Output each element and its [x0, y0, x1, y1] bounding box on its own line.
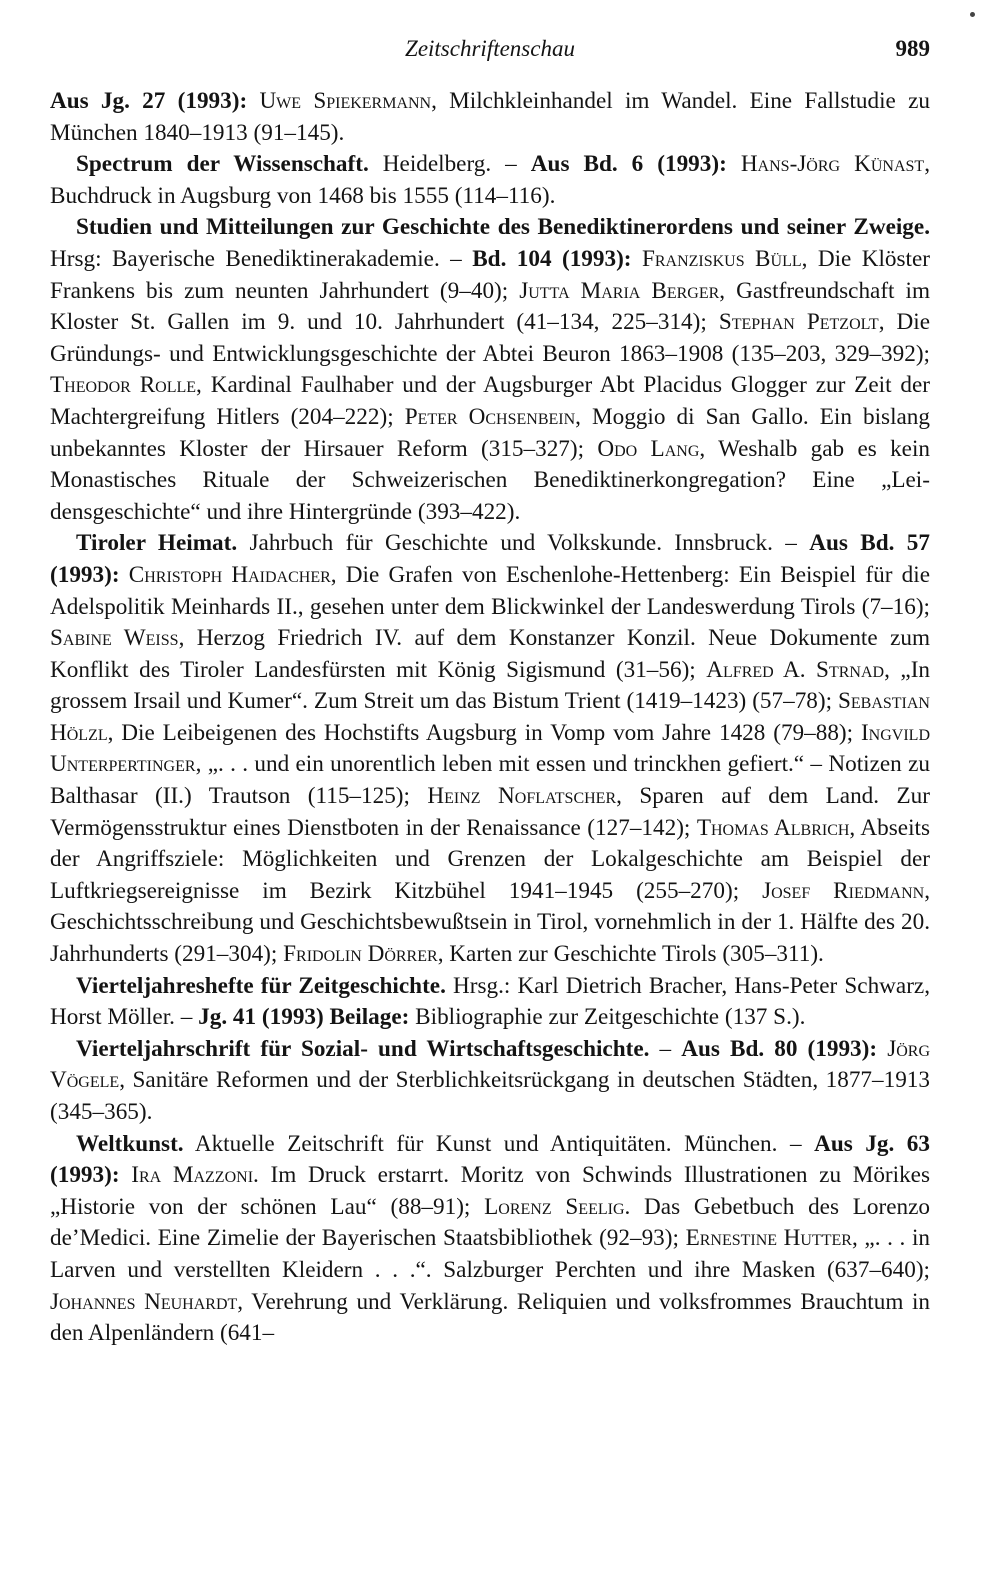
article-text: , Buchdruck in Augsburg von 1468 bis 1555 (114–116). [50, 151, 930, 209]
article-text: , Sanitäre Reformen und der Sterblichkeitsrückgang in deutschen Städten, 1877–1913 (345–365). [50, 1067, 930, 1125]
issue-lead: Aus Bd. 57 (1993): [50, 530, 930, 588]
article-text: , Milchkleinhandel im Wandel. Eine Fallstudie zu München 1840–1913 (91–145). [50, 88, 930, 146]
journal-title: Weltkunst. [76, 1130, 184, 1157]
author: Uwe Spiekermann [259, 88, 432, 114]
article-text: , Weshalb gab es kein Monastisches Rituale der Schweizerischen Benediktinerkongregation? Eine „Leidensgeschichte“ und ihre Hintergründe (393–422). [50, 435, 930, 525]
article-text: , Sparen auf dem Land. Zur Vermögensstruktur eines Dienstboten in der Renaissance (127–142); [50, 783, 930, 841]
bibliography-body [50, 86, 930, 1350]
article-text: . Im Druck erstarrt. Moritz von Schwinds Illustrationen zu Mörikes „Historie von der schönen Lau“ (88–91); [50, 1162, 930, 1220]
author: Ernestine Hutter [685, 1225, 852, 1252]
author: Hans-Jörg Künast [740, 151, 925, 178]
issue-lead: Aus Jg. 27 (1993): [50, 88, 248, 114]
journal-info: Hrsg.: Karl Dietrich Bracher, Hans-Peter Schwarz, Horst Möller. – [50, 972, 931, 1031]
article-text: , Verehrung und Verklärung. Reliquien und volksfrommes Brauchtum in den Alpenländern (641– [50, 1288, 931, 1347]
article-text: , Herzog Friedrich IV. auf dem Konstanzer Konzil. Neue Dokumente zum Konflikt des Tiroler Landesfürsten mit König Sigismund (31–56); [50, 625, 930, 683]
article-text: , Karten zur Geschichte Tirols (305–311). [437, 941, 824, 968]
entry-vierteljahreshefte [50, 971, 930, 1034]
article-text: , „. . . und ein unorentlich leben mit essen und trinckhen gefiert.“ – Notizen zu Balthasar (II.) Trautson (115–125); [50, 751, 930, 810]
author: Jörg Vögele [50, 1035, 931, 1094]
issue-lead: Aus Jg. 63 (1993): [50, 1130, 930, 1189]
journal-title: Studien und Mitteilungen zur Geschichte des Benediktinerordens und seiner Zweige. [76, 214, 930, 241]
article-text: , Die Leibeigenen des Hochstifts Augsburg in Vomp vom Jahre 1428 (79–88); [107, 719, 861, 746]
author: Ingvild Unterpertinger [50, 719, 930, 778]
journal-info: Hrsg: Bayerische Benediktinerakademie. – [50, 245, 473, 272]
running-head-title: Zeitschriftenschau [405, 36, 575, 61]
article-text: , Die Gründungs- und Entwicklungsgeschichte der Abtei Beuron 1863–1908 (135–203, 329–392); [50, 309, 931, 367]
author: Christoph Haidacher [128, 561, 331, 588]
author: Johannes Neuhardt [50, 1288, 238, 1315]
running-head [50, 26, 930, 66]
author: Theodor Rolle [50, 372, 197, 399]
journal-title: Vierteljahreshefte für Zeitgeschichte. [76, 972, 446, 999]
author: Jutta Maria Berger [519, 277, 720, 304]
author: Stephan Petzolt [718, 309, 879, 336]
issue-lead: Aus Bd. 80 (1993): [681, 1035, 878, 1062]
article-text: , Abseits der Angriffsziele: Möglichkeiten und Grenzen der Lokalgeschichte am Beispiel der Luftkriegsereignisse im Bezirk Kitzbühel 1941–1945 (255–270); [50, 814, 930, 904]
issue-lead: Aus Bd. 6 (1993): [530, 151, 727, 178]
journal-title: Spectrum der Wissenschaft. [76, 151, 369, 178]
article-text: . Das Gebetbuch des Lorenzo de’Medici. Eine Zimelie der Bayerischen Staatsbibliothek (92–93); [50, 1193, 930, 1252]
author: Lorenz Seelig [484, 1193, 625, 1220]
entry-studien [50, 212, 930, 528]
author: Peter Ochsenbein [404, 403, 576, 430]
article-text: , Moggio di San Gallo. Ein bislang unbekanntes Kloster der Hirsauer Reform (315–327); [50, 403, 930, 462]
page-number: 989 [895, 36, 930, 61]
author: Heinz Noflatscher [427, 783, 617, 810]
article-text: , Die Klöster Frankens bis zum neunten Jahrhundert (9–40); [50, 245, 930, 304]
journal-info: – [649, 1035, 682, 1062]
entry-continuation [50, 86, 930, 149]
article-text: , „In grossem Irsail und Kumer“. Zum Streit um das Bistum Trient (1419–1423) (57–78); [50, 656, 931, 715]
author: Josef Riedmann [762, 877, 925, 904]
article-text: , Die Grafen von Eschenlohe-Hettenberg: Ein Beispiel für die Adelspolitik Meinhards II., gesehen unter dem Blickwinkel der Landeswerdung Tirols (7–16); [50, 561, 930, 620]
journal-info: Heidelberg. – [368, 151, 531, 178]
entry-tiroler-heimat [50, 528, 930, 970]
author: Odo Lang [597, 435, 700, 462]
author: Thomas Albrich [696, 814, 850, 841]
issue-lead: Bd. 104 (1993): [472, 245, 632, 272]
journal-title: Vierteljahrschrift für Sozial- und Wirtschaftsgeschichte. [76, 1035, 650, 1062]
entry-spectrum [50, 149, 930, 212]
journal-title: Tiroler Heimat. [76, 530, 238, 557]
page [50, 26, 930, 1350]
author: Sabine Weiss [50, 625, 179, 652]
journal-info: Aktuelle Zeitschrift für Kunst und Antiquitäten. München. – [183, 1130, 815, 1157]
article-text: , Geschichtsschreibung und Geschichtsbewußtsein in Tirol, vornehmlich in der 1. Hälfte des 20. Jahrhunderts (291–304); [50, 877, 930, 968]
issue-lead: Jg. 41 (1993) Beilage: [198, 1004, 410, 1031]
entry-vierteljahrschrift [50, 1034, 930, 1129]
entry-weltkunst [50, 1129, 930, 1350]
author: Ira Mazzoni [131, 1162, 254, 1189]
journal-info: Jahrbuch für Geschichte und Volkskunde. Innsbruck. – [237, 530, 810, 557]
article-text: , Kardinal Faulhaber und der Augsburger Abt Placidus Glogger zur Zeit der Machtergreifung Hitlers (204–222); [50, 372, 930, 430]
author: Fridolin Dörrer [283, 941, 438, 968]
author: Alfred A. Strnad [706, 656, 885, 683]
author: Franziskus Büll [641, 245, 802, 272]
article-text: , „. . . in Larven und verstellten Kleidern . . .“. Salzburger Perchten und ihre Masken (637–640); [50, 1225, 931, 1283]
corner-mark [970, 12, 975, 17]
author: Sebastian Hölzl [50, 688, 930, 746]
article-text: Bibliographie zur Zeitgeschichte (137 S.). [409, 1004, 806, 1031]
article-text: , Gastfreundschaft im Kloster St. Gallen im 9. und 10. Jahrhundert (41–134, 225–314); [50, 277, 930, 336]
